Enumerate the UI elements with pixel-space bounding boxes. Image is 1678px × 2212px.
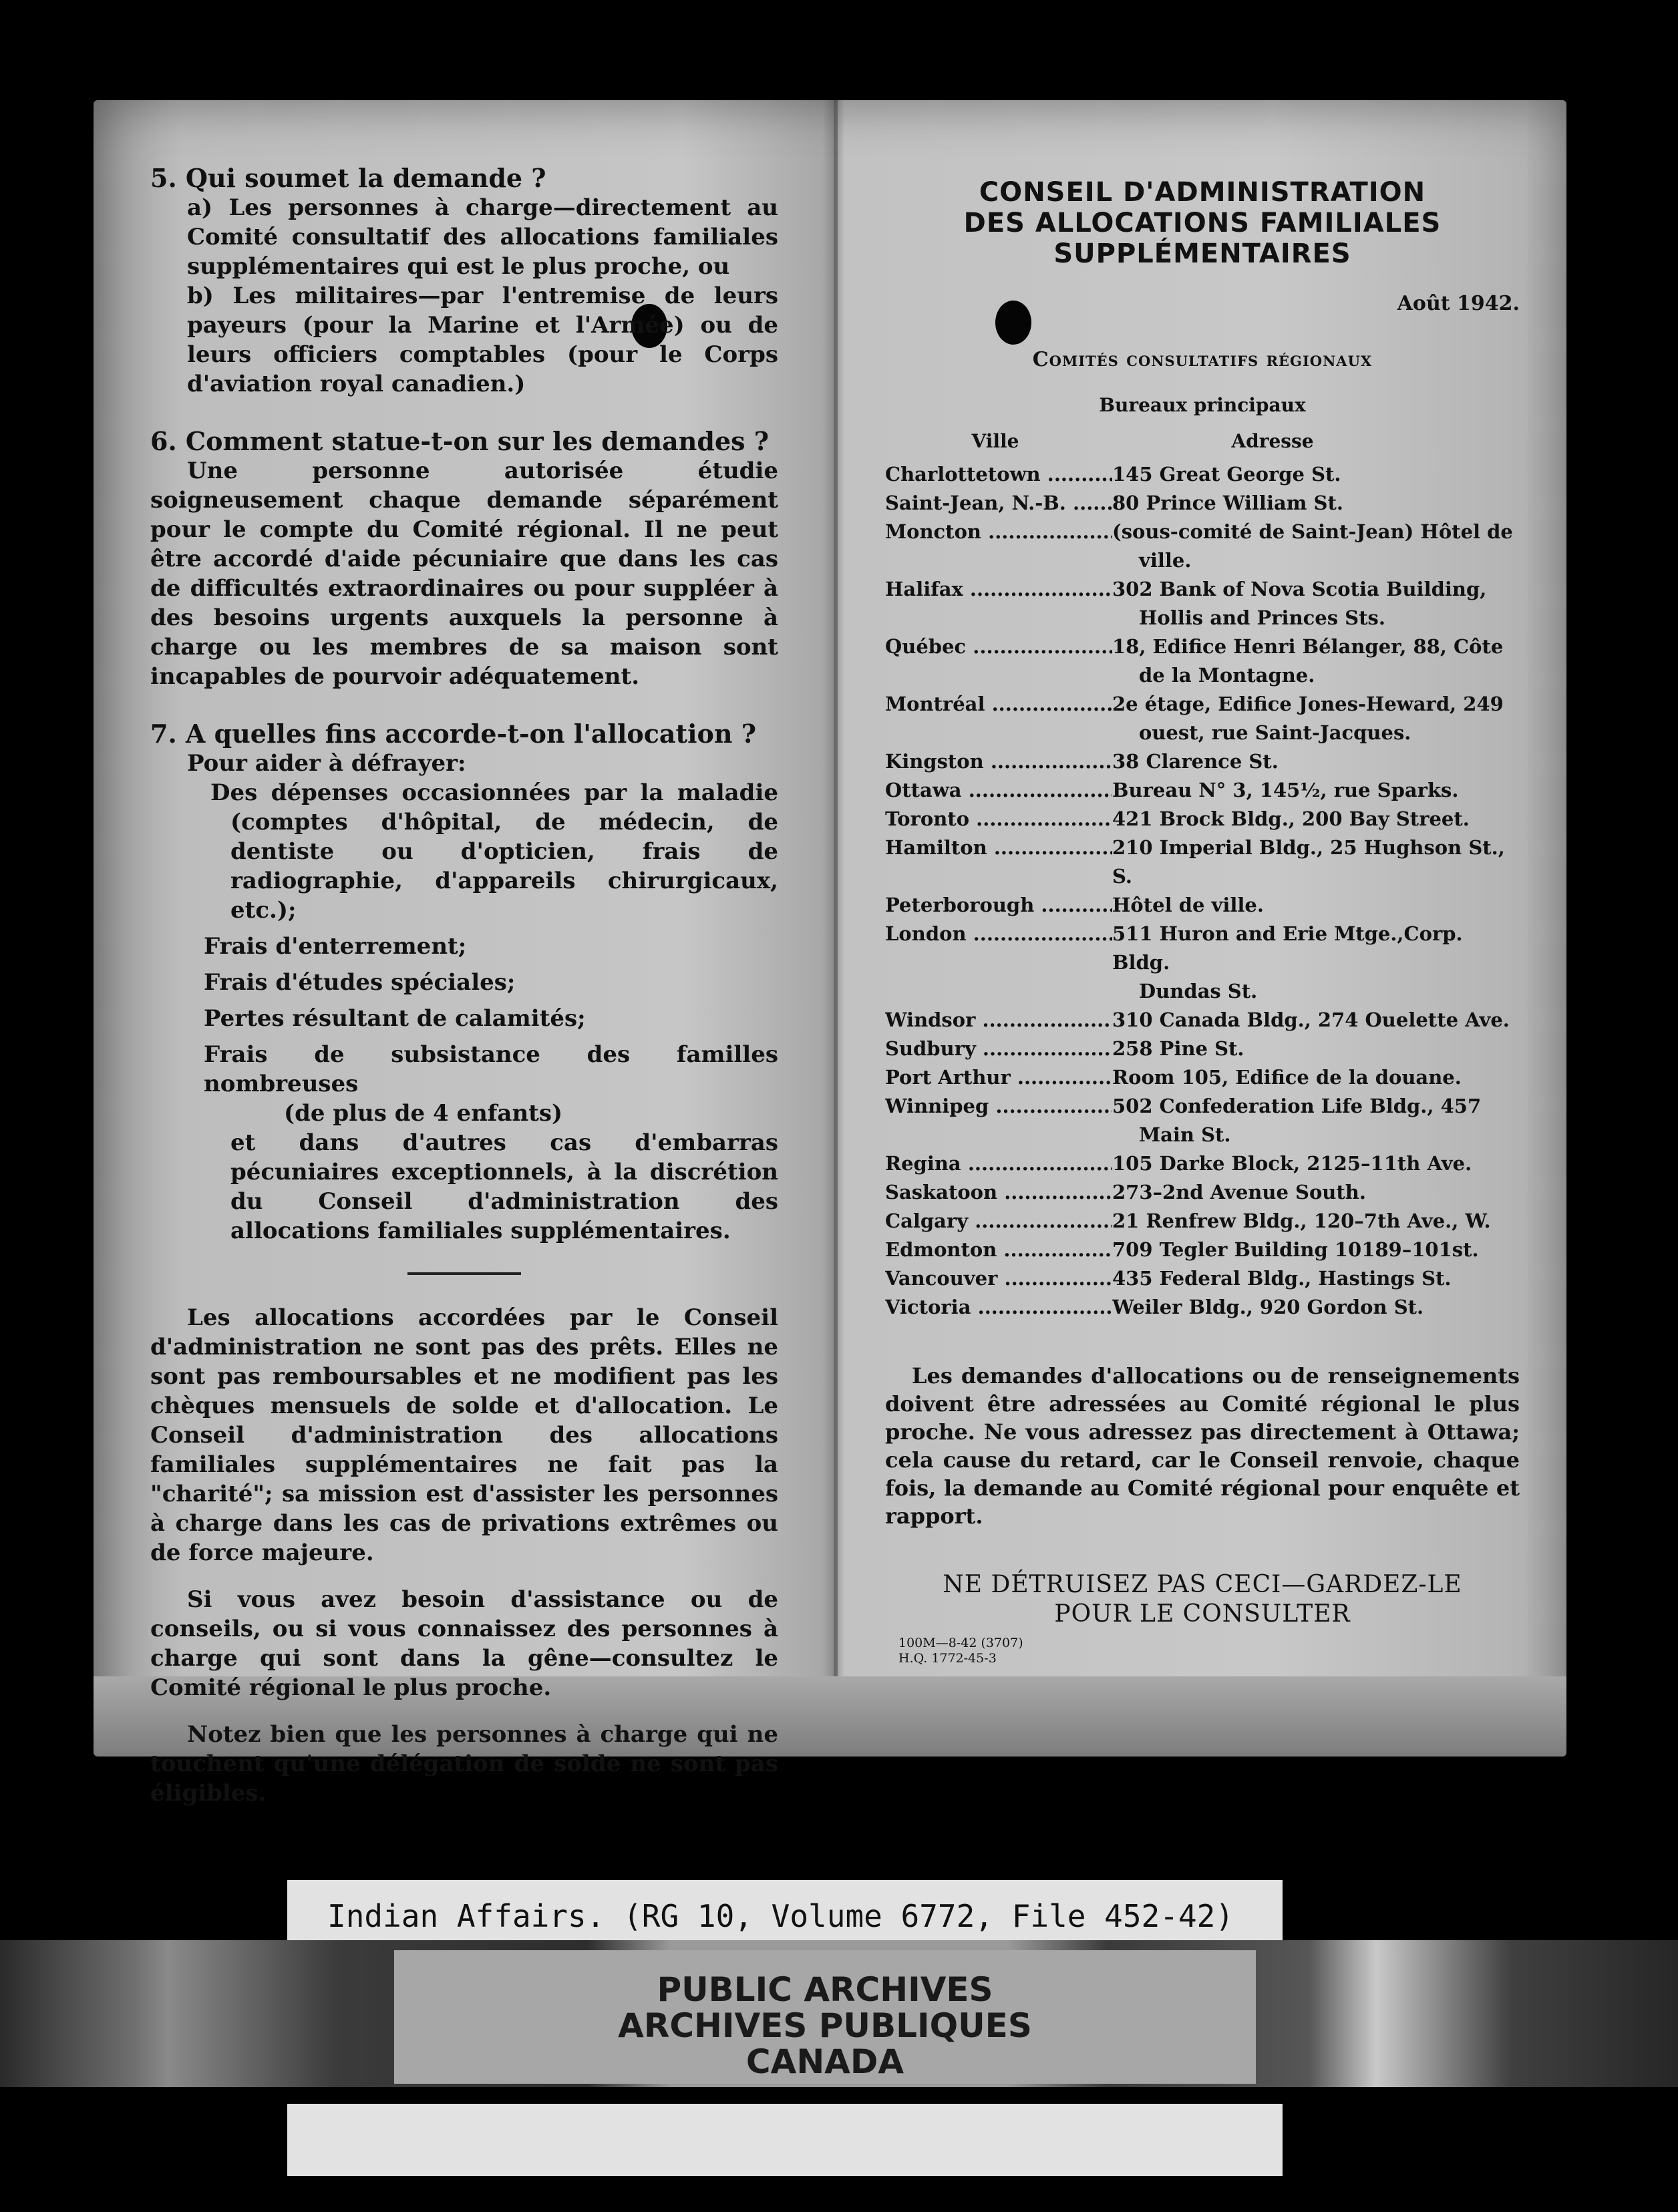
- office-address-line: ville.: [1139, 549, 1192, 572]
- office-city: Winnipeg .....: [885, 1092, 1112, 1149]
- office-row: [885, 805, 1520, 834]
- office-city: Kingston .....: [885, 747, 1112, 776]
- question-7-heading: 7. A quelles fins accorde-t-on l'allocation ?: [150, 719, 756, 749]
- office-city: Moncton .....: [885, 518, 1112, 575]
- office-address: [1112, 805, 1520, 834]
- office-row: [885, 1092, 1520, 1149]
- office-city: Montréal .....: [885, 690, 1112, 747]
- office-row: [885, 1236, 1520, 1264]
- office-address: [1112, 1149, 1520, 1178]
- office-list: [885, 460, 1520, 1322]
- question-7-item: Pertes résultant de calamités;: [204, 1005, 586, 1032]
- office-address: [1112, 1178, 1520, 1207]
- office-row: [885, 834, 1520, 891]
- office-city: Toronto .....: [885, 805, 1112, 834]
- office-row: [885, 1178, 1520, 1207]
- office-address: [1112, 1264, 1520, 1293]
- office-row: [885, 460, 1520, 489]
- office-address: [1112, 747, 1520, 776]
- office-city: Charlottetown .....: [885, 460, 1112, 489]
- office-address-line: 80 Prince William St.: [1112, 492, 1343, 514]
- office-address: [1112, 1236, 1520, 1264]
- office-city: Victoria .....: [885, 1293, 1112, 1322]
- office-address-line: 145 Great George St.: [1112, 463, 1341, 486]
- office-city: Québec .....: [885, 632, 1112, 690]
- office-city: Port Arthur .....: [885, 1063, 1112, 1092]
- print-code: 100M—8-42 (3707): [898, 1636, 1023, 1650]
- blank-label-strip: [287, 2104, 1283, 2176]
- office-address: [1112, 1092, 1520, 1149]
- office-address: [1112, 632, 1520, 690]
- office-address-line: 18, Edifice Henri Bélanger, 88, Côte: [1112, 635, 1504, 658]
- archive-reference-label: Indian Affairs. (RG 10, Volume 6772, File 452-42): [287, 1880, 1283, 1952]
- office-city: Halifax .....: [885, 575, 1112, 632]
- office-address-line: (sous-comité de Saint-Jean) Hôtel de: [1112, 520, 1513, 543]
- paragraph-eligibility: Notez bien que les personnes à charge qui ne touchent qu'une délégation de solde ne sont pas éligibles.: [150, 1721, 778, 1807]
- office-city: London .....: [885, 920, 1112, 1006]
- section-subtitle: Comités consultatifs régionaux: [1032, 348, 1373, 371]
- offices-heading: Bureaux principaux: [1099, 394, 1306, 416]
- archive-stamp-line: CANADA: [745, 2042, 904, 2081]
- office-row: [885, 1035, 1520, 1063]
- office-row: [885, 632, 1520, 690]
- paragraph-assistance: Si vous avez besoin d'assistance ou de conseils, ou si vous connaissez des personnes à charge qui sont dans la gêne—consultez le Comité régional le plus proche.: [150, 1586, 778, 1701]
- office-address: [1112, 834, 1520, 891]
- question-6-body: Une personne autorisée étudie soigneusement chaque demande séparément pour le compte du Comité régional. Il ne peut être accordé d'aide pécuniaire que dans les cas de difficultés extraordinaires ou pour suppléer à des besoins urgents auxquels la personne à charge ou les membres de sa maison sont incapables de pourvoir adéquatement.: [150, 457, 778, 690]
- office-address: [1112, 1006, 1520, 1035]
- office-address-line: 2e étage, Edifice Jones-Heward, 249: [1112, 693, 1504, 715]
- fold-line: [834, 100, 838, 1757]
- office-row: [885, 1293, 1520, 1322]
- office-city: Hamilton .....: [885, 834, 1112, 891]
- office-address: [1112, 1207, 1520, 1236]
- office-address-line: 709 Tegler Building 10189–101st.: [1112, 1238, 1479, 1261]
- document-title-line-2: DES ALLOCATIONS FAMILIALES: [963, 208, 1442, 238]
- office-address: [1112, 1293, 1520, 1322]
- office-address: [1112, 489, 1520, 518]
- office-address-line: Weiler Bldg., 920 Gordon St.: [1112, 1296, 1424, 1318]
- office-row: [885, 575, 1520, 632]
- column-header-address: Adresse: [1231, 430, 1314, 452]
- question-7-item-note: (de plus de 4 enfants): [284, 1100, 563, 1127]
- office-row: [885, 1063, 1520, 1092]
- office-row: [885, 747, 1520, 776]
- office-city: Calgary .....: [885, 1207, 1112, 1236]
- office-row: [885, 1207, 1520, 1236]
- divider: [407, 1272, 521, 1275]
- office-address: [1112, 920, 1520, 1006]
- office-address-line: 105 Darke Block, 2125–11th Ave.: [1112, 1152, 1472, 1175]
- question-7-item: Frais d'enterrement;: [204, 933, 467, 960]
- office-row: [885, 518, 1520, 575]
- office-city: Edmonton .....: [885, 1236, 1112, 1264]
- office-address: [1112, 575, 1520, 632]
- office-row: [885, 1149, 1520, 1178]
- document-date: Août 1942.: [1397, 292, 1520, 315]
- office-address-line: 38 Clarence St.: [1112, 750, 1279, 773]
- office-address-line: 511 Huron and Erie Mtge.,Corp. Bldg.: [1112, 922, 1463, 974]
- office-address-line: 421 Brock Bldg., 200 Bay Street.: [1112, 807, 1470, 830]
- print-code: H.Q. 1772-45-3: [898, 1651, 997, 1666]
- keep-notice-line-2: POUR LE CONSULTER: [1054, 1600, 1351, 1628]
- right-column: [885, 177, 1520, 1666]
- office-address: [1112, 1035, 1520, 1063]
- office-address-line: 302 Bank of Nova Scotia Building,: [1112, 578, 1487, 600]
- office-row: [885, 1006, 1520, 1035]
- question-5-b: b) Les militaires—par l'entremise de leurs payeurs (pour la Marine et l'Armée) ou de leurs officiers comptables (pour le Corps d'aviation royal canadien.): [187, 283, 778, 397]
- office-address-line: 310 Canada Bldg., 274 Ouelette Ave.: [1112, 1008, 1510, 1031]
- office-address-line: 210 Imperial Bldg., 25 Hughson St., S.: [1112, 836, 1505, 888]
- office-address-line: Hollis and Princes Sts.: [1139, 606, 1385, 629]
- office-row: [885, 690, 1520, 747]
- office-address-line: 258 Pine St.: [1112, 1037, 1244, 1060]
- archive-stamp-line: ARCHIVES PUBLIQUES: [618, 2006, 1032, 2045]
- question-6-heading: 6. Comment statue-t-on sur les demandes ?: [150, 426, 770, 456]
- offices-column-headers: [885, 427, 1520, 456]
- office-city: Peterborough .....: [885, 891, 1112, 920]
- archive-stamp-line: PUBLIC ARCHIVES: [657, 1970, 993, 2009]
- office-city: Vancouver .....: [885, 1264, 1112, 1293]
- office-address: [1112, 891, 1520, 920]
- office-city: Saint-Jean, N.-B. .....: [885, 489, 1112, 518]
- office-address: [1112, 460, 1520, 489]
- paragraph-loans: Les allocations accordées par le Conseil d'administration ne sont pas des prêts. Elles ne sont pas remboursables et ne modifient pas les chèques mensuels de solde et d'allocation. Le Conseil d'administration des allocations familiales supplémentaires ne fait pas la "charité"; sa mission est d'assister les personnes à charge dans les cas de privations extrêmes ou de force majeure.: [150, 1304, 778, 1566]
- office-address-line: ouest, rue Saint-Jacques.: [1139, 721, 1411, 744]
- office-city: Saskatoon .....: [885, 1178, 1112, 1207]
- office-address: [1112, 1063, 1520, 1092]
- question-7-intro: Pour aider à défrayer:: [187, 750, 466, 777]
- archive-stamp: [394, 1950, 1256, 2084]
- application-notice: Les demandes d'allocations ou de renseignements doivent être adressées au Comité régional le plus proche. Ne vous adressez pas directement à Ottawa; cela cause du retard, car le Conseil renvoie, chaque fois, la demande au Comité régional pour enquête et rapport.: [885, 1363, 1520, 1529]
- office-row: [885, 891, 1520, 920]
- office-address-line: 502 Confederation Life Bldg., 457: [1112, 1095, 1482, 1117]
- office-address-line: 435 Federal Bldg., Hastings St.: [1112, 1267, 1452, 1290]
- question-5-heading: 5. Qui soumet la demande ?: [150, 163, 546, 193]
- keep-notice-line-1: NE DÉTRUISEZ PAS CECI—GARDEZ-LE: [943, 1571, 1462, 1598]
- office-city: Windsor .....: [885, 1006, 1112, 1035]
- office-row: [885, 920, 1520, 1006]
- question-7-item: Frais de subsistance des familles nombreuses: [204, 1041, 778, 1097]
- question-7-item: Frais d'études spéciales;: [204, 969, 516, 996]
- document-title-line-3: SUPPLÉMENTAIRES: [1053, 238, 1351, 269]
- office-address-line: de la Montagne.: [1139, 664, 1315, 687]
- office-address-line: Room 105, Edifice de la douane.: [1112, 1066, 1462, 1089]
- question-5-a: a) Les personnes à charge—directement au Comité consultatif des allocations familiales supplémentaires qui est le plus proche, ou: [187, 194, 778, 280]
- office-address: [1112, 518, 1520, 575]
- office-address-line: 273–2nd Avenue South.: [1112, 1181, 1366, 1204]
- question-7-item: et dans d'autres cas d'embarras pécuniaires exceptionnels, à la discrétion du Conseil d'administration des allocations familiales supplémentaires.: [230, 1129, 778, 1244]
- office-row: [885, 776, 1520, 805]
- office-row: [885, 1264, 1520, 1293]
- office-address-line: Dundas St.: [1139, 980, 1258, 1002]
- left-column: [150, 164, 778, 1808]
- document-title-line-1: CONSEIL D'ADMINISTRATION: [979, 177, 1426, 208]
- column-header-city: Ville: [971, 430, 1019, 452]
- office-address-line: Hôtel de ville.: [1112, 894, 1264, 916]
- office-city: Regina .....: [885, 1149, 1112, 1178]
- office-city: Sudbury .....: [885, 1035, 1112, 1063]
- office-address-line: Main St.: [1139, 1123, 1231, 1146]
- office-address-line: 21 Renfrew Bldg., 120–7th Ave., W.: [1112, 1210, 1491, 1232]
- office-address: [1112, 690, 1520, 747]
- office-address: [1112, 776, 1520, 805]
- office-address-line: Bureau N° 3, 145½, rue Sparks.: [1112, 779, 1459, 801]
- office-row: [885, 489, 1520, 518]
- question-7-item: Des dépenses occasionnées par la maladie (comptes d'hôpital, de médecin, de dentiste ou d'opticien, frais de radiographie, d'appareils chirurgicaux, etc.);: [210, 779, 778, 924]
- office-city: Ottawa .....: [885, 776, 1112, 805]
